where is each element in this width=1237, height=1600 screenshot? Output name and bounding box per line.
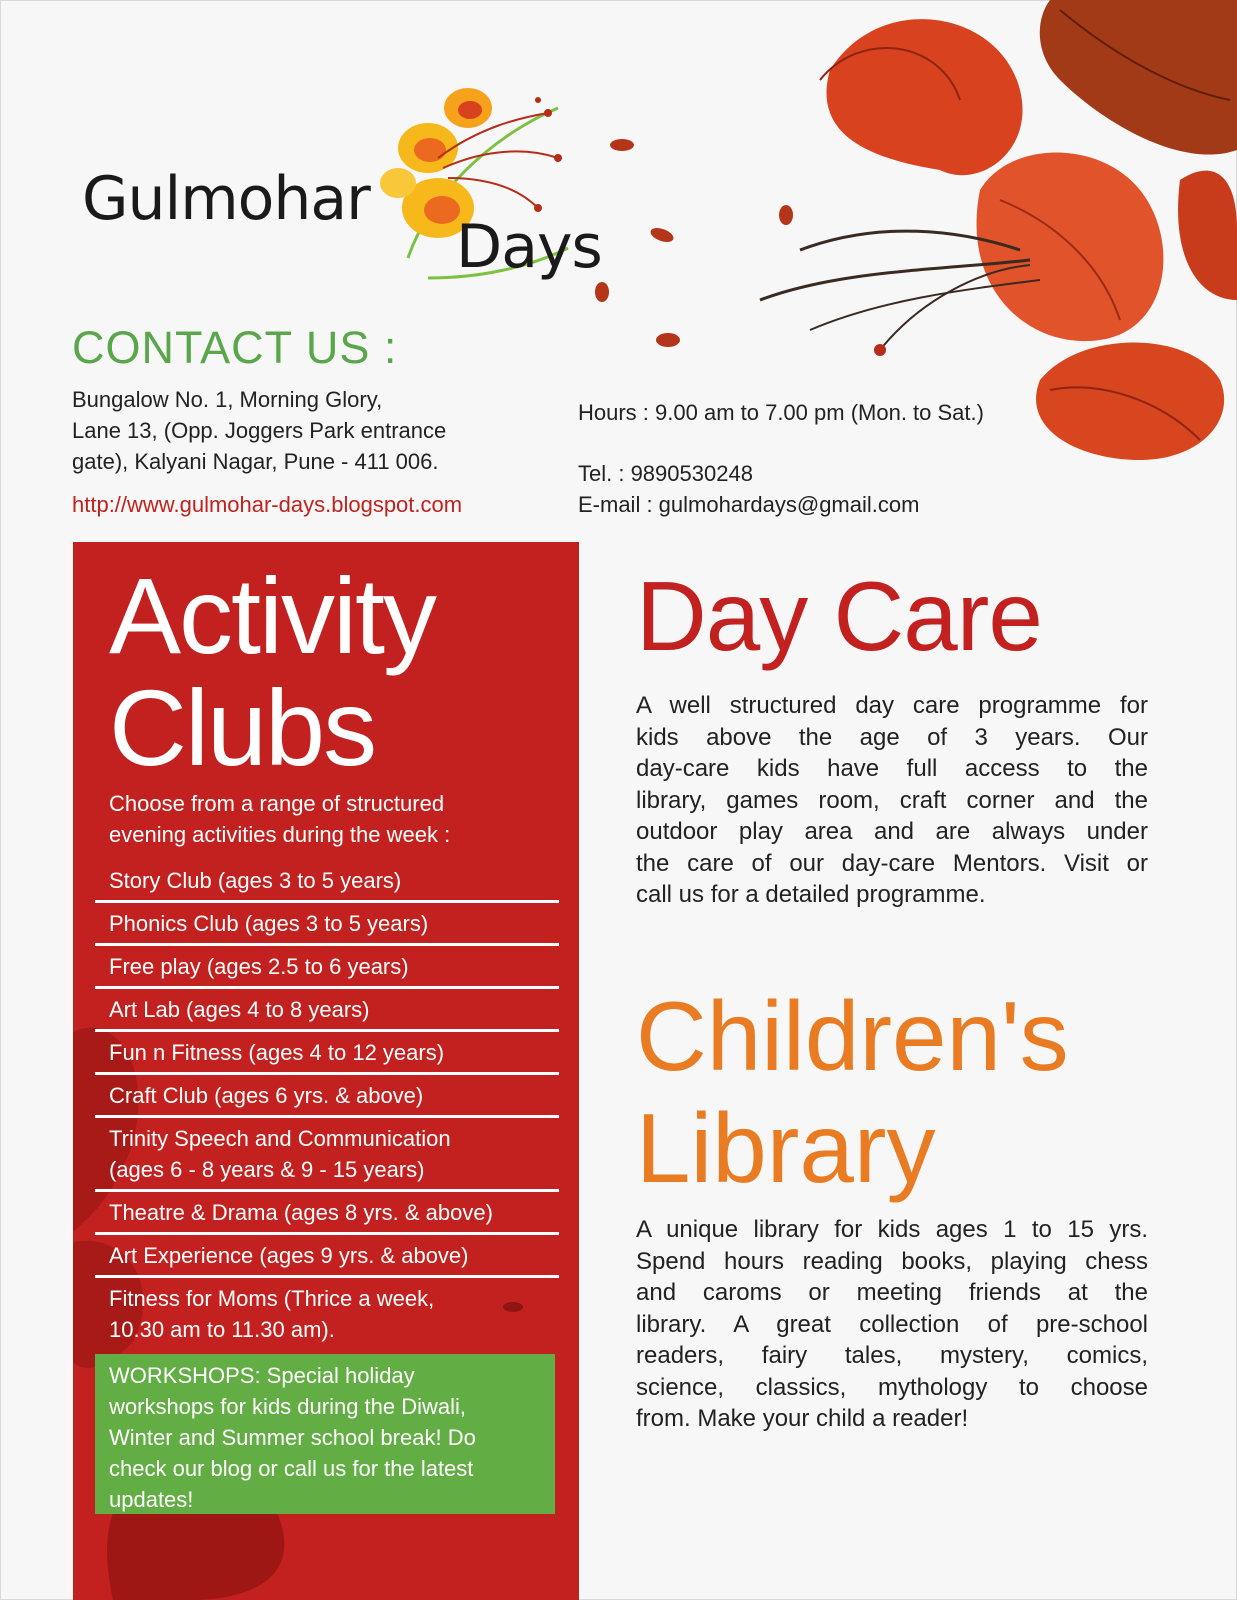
address-line: gate), Kalyani Nagar, Pune - 411 006. — [72, 449, 439, 474]
workshops-box — [95, 1354, 555, 1514]
logo-word-days: Days — [456, 212, 602, 282]
day-care-line: day-care kids have full access to the — [636, 755, 1148, 782]
club-item-line: 10.30 am to 11.30 am). — [109, 1317, 335, 1342]
address-line: Lane 13, (Opp. Joggers Park entrance — [72, 418, 447, 443]
day-care-line: library, games room, craft corner and the — [636, 786, 1148, 814]
club-item: Art Lab (ages 4 to 8 years) — [95, 989, 559, 1032]
club-list — [95, 860, 559, 1349]
activity-intro — [109, 788, 549, 850]
club-item: Theatre & Drama (ages 8 yrs. & above) — [95, 1192, 559, 1235]
library-line: readers, fairy tales, mystery, comics, — [636, 1342, 1148, 1369]
intro-line: evening activities during the week : — [109, 822, 451, 847]
club-item: Fun n Fitness (ages 4 to 12 years) — [95, 1032, 559, 1075]
library-line: Spend hours reading books, playing chess — [636, 1247, 1148, 1275]
logo-word-gulmohar: Gulmohar — [82, 164, 370, 234]
club-item: Phonics Club (ages 3 to 5 years) — [95, 903, 559, 946]
workshop-line: WORKSHOPS: Special holiday — [109, 1363, 415, 1388]
club-item: Story Club (ages 3 to 5 years) — [95, 860, 559, 903]
club-item-line: Trinity Speech and Communication — [109, 1126, 451, 1151]
opening-hours: Hours : 9.00 am to 7.00 pm (Mon. to Sat.) — [578, 400, 984, 425]
day-care-title: Day Care — [636, 561, 1042, 671]
day-care-description — [636, 690, 1148, 911]
day-care-line: A well structured day care programme for — [636, 692, 1148, 719]
club-item: Craft Club (ages 6 yrs. & above) — [95, 1075, 559, 1118]
library-line: science, classics, mythology to choose — [636, 1373, 1148, 1401]
club-item-line: (ages 6 - 8 years & 9 - 15 years) — [109, 1157, 425, 1182]
gulmohar-days-logo — [78, 78, 618, 298]
library-description — [636, 1214, 1148, 1435]
club-item: Art Experience (ages 9 yrs. & above) — [95, 1235, 559, 1278]
day-care-line: call us for a detailed programme. — [636, 881, 986, 908]
workshop-line: updates! — [109, 1487, 194, 1512]
contact-address — [72, 384, 552, 477]
day-care-line: outdoor play area and are always under — [636, 818, 1148, 845]
intro-line: Choose from a range of structured — [109, 791, 445, 816]
email-address: E-mail : gulmohardays@gmail.com — [578, 492, 920, 517]
title-line: Clubs — [109, 667, 376, 788]
club-item-line: Fitness for Moms (Thrice a week, — [109, 1286, 435, 1311]
library-line: and caroms or meeting friends at the — [636, 1279, 1148, 1306]
club-item — [95, 1118, 559, 1192]
library-title-line: Children's — [636, 981, 1069, 1091]
activity-clubs-panel — [73, 542, 579, 1600]
telephone-number: Tel. : 9890530248 — [578, 461, 753, 486]
library-line: library. A great collection of pre-school — [636, 1310, 1148, 1338]
address-line: Bungalow No. 1, Morning Glory, — [72, 387, 383, 412]
blog-link[interactable]: http://www.gulmohar-days.blogspot.com — [72, 492, 463, 517]
workshop-line: Winter and Summer school break! Do — [109, 1425, 476, 1450]
childrens-library-title — [636, 980, 1069, 1204]
day-care-line: kids above the age of 3 years. Our — [636, 723, 1148, 751]
workshop-line: check our blog or call us for the latest — [109, 1456, 474, 1481]
day-care-line: the care of our day-care Mentors. Visit or — [636, 849, 1148, 877]
activity-clubs-title — [109, 555, 436, 788]
club-item: Free play (ages 2.5 to 6 years) — [95, 946, 559, 989]
club-item — [95, 1278, 559, 1349]
library-line: from. Make your child a reader! — [636, 1405, 969, 1432]
title-line: Activity — [109, 555, 436, 676]
workshop-line: workshops for kids during the Diwali, — [109, 1394, 467, 1419]
library-line: A unique library for kids ages 1 to 15 yrs. — [636, 1216, 1148, 1243]
contact-heading: CONTACT US : — [72, 322, 398, 373]
library-title-line: Library — [636, 1093, 936, 1203]
